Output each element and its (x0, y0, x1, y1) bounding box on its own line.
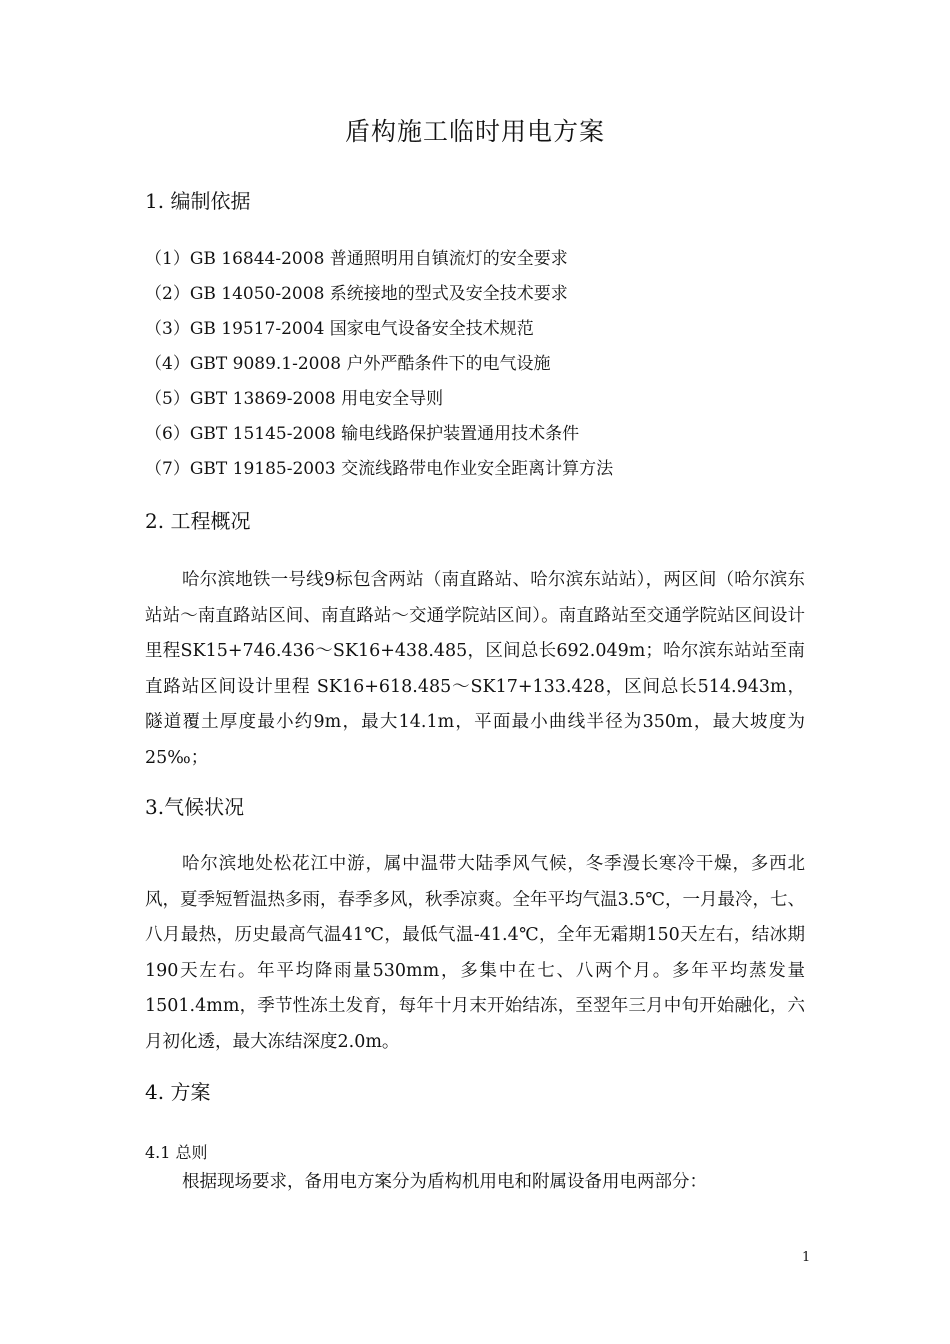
paragraph-climate: 哈尔滨地处松花江中游，属中温带大陆季风气候，冬季漫长寒冷干燥，多西北风，夏季短暂温热多雨，春季多风，秋季凉爽。全年平均气温3.5℃，一月最冷，七、八月最热，历史最高气温41℃，最低气温-41.4℃，全年无霜期150天左右，结冰期190天左右。年平均降雨量530mm，多集中在七、八两个月。多年平均蒸发量 1501.4mm，季节性冻土发育，每年十月末开始结冻，至翌年三月中旬开始融化，六月初化透，最大冻结深度2.0m。 (145, 854, 805, 1052)
paragraph-general-intro: 根据现场要求，备用电方案分为盾构机用电和附属设备用电两部分： (182, 1172, 707, 1192)
document-title: 盾构施工临时用电方案 (344, 117, 605, 146)
page-number: 1 (802, 1250, 811, 1265)
reference-item: （2）GB 14050-2008 系统接地的型式及安全技术要求 (145, 284, 568, 304)
reference-item: （7）GBT 19185-2003 交流线路带电作业安全距离计算方法 (145, 459, 614, 479)
section-heading-basis: 1. 编制依据 (145, 189, 251, 213)
reference-item: （1）GB 16844-2008 普通照明用自镇流灯的安全要求 (145, 249, 568, 269)
section-heading-climate: 3.气候状况 (145, 795, 245, 819)
reference-item: （3）GB 19517-2004 国家电气设备安全技术规范 (145, 319, 534, 339)
subsection-heading-general: 4.1 总则 (145, 1143, 208, 1162)
reference-item: （4）GBT 9089.1-2008 户外严酷条件下的电气设施 (145, 354, 551, 374)
section-heading-plan: 4. 方案 (145, 1080, 211, 1104)
paragraph-project-overview: 哈尔滨地铁一号线9标包含两站（南直路站、哈尔滨东站站），两区间（哈尔滨东站站～南直路站区间、南直路站～交通学院站区间）。南直路站至交通学院站区间设计里程SK15+746.436～SK16+438.485，区间总长692.049m；哈尔滨东站站至南直路站区间设计里程 SK16+618.485～SK17+133.428，区间总长514.943m，隧道覆土厚度最小约9m，最大14.1m，平面最小曲线半径为350m，最大坡度为25‰； (145, 570, 805, 768)
reference-list (145, 246, 613, 491)
reference-item: （6）GBT 15145-2008 输电线路保护装置通用技术条件 (145, 424, 580, 444)
reference-item: （5）GBT 13869-2008 用电安全导则 (145, 389, 444, 409)
section-heading-overview: 2. 工程概况 (145, 509, 251, 533)
